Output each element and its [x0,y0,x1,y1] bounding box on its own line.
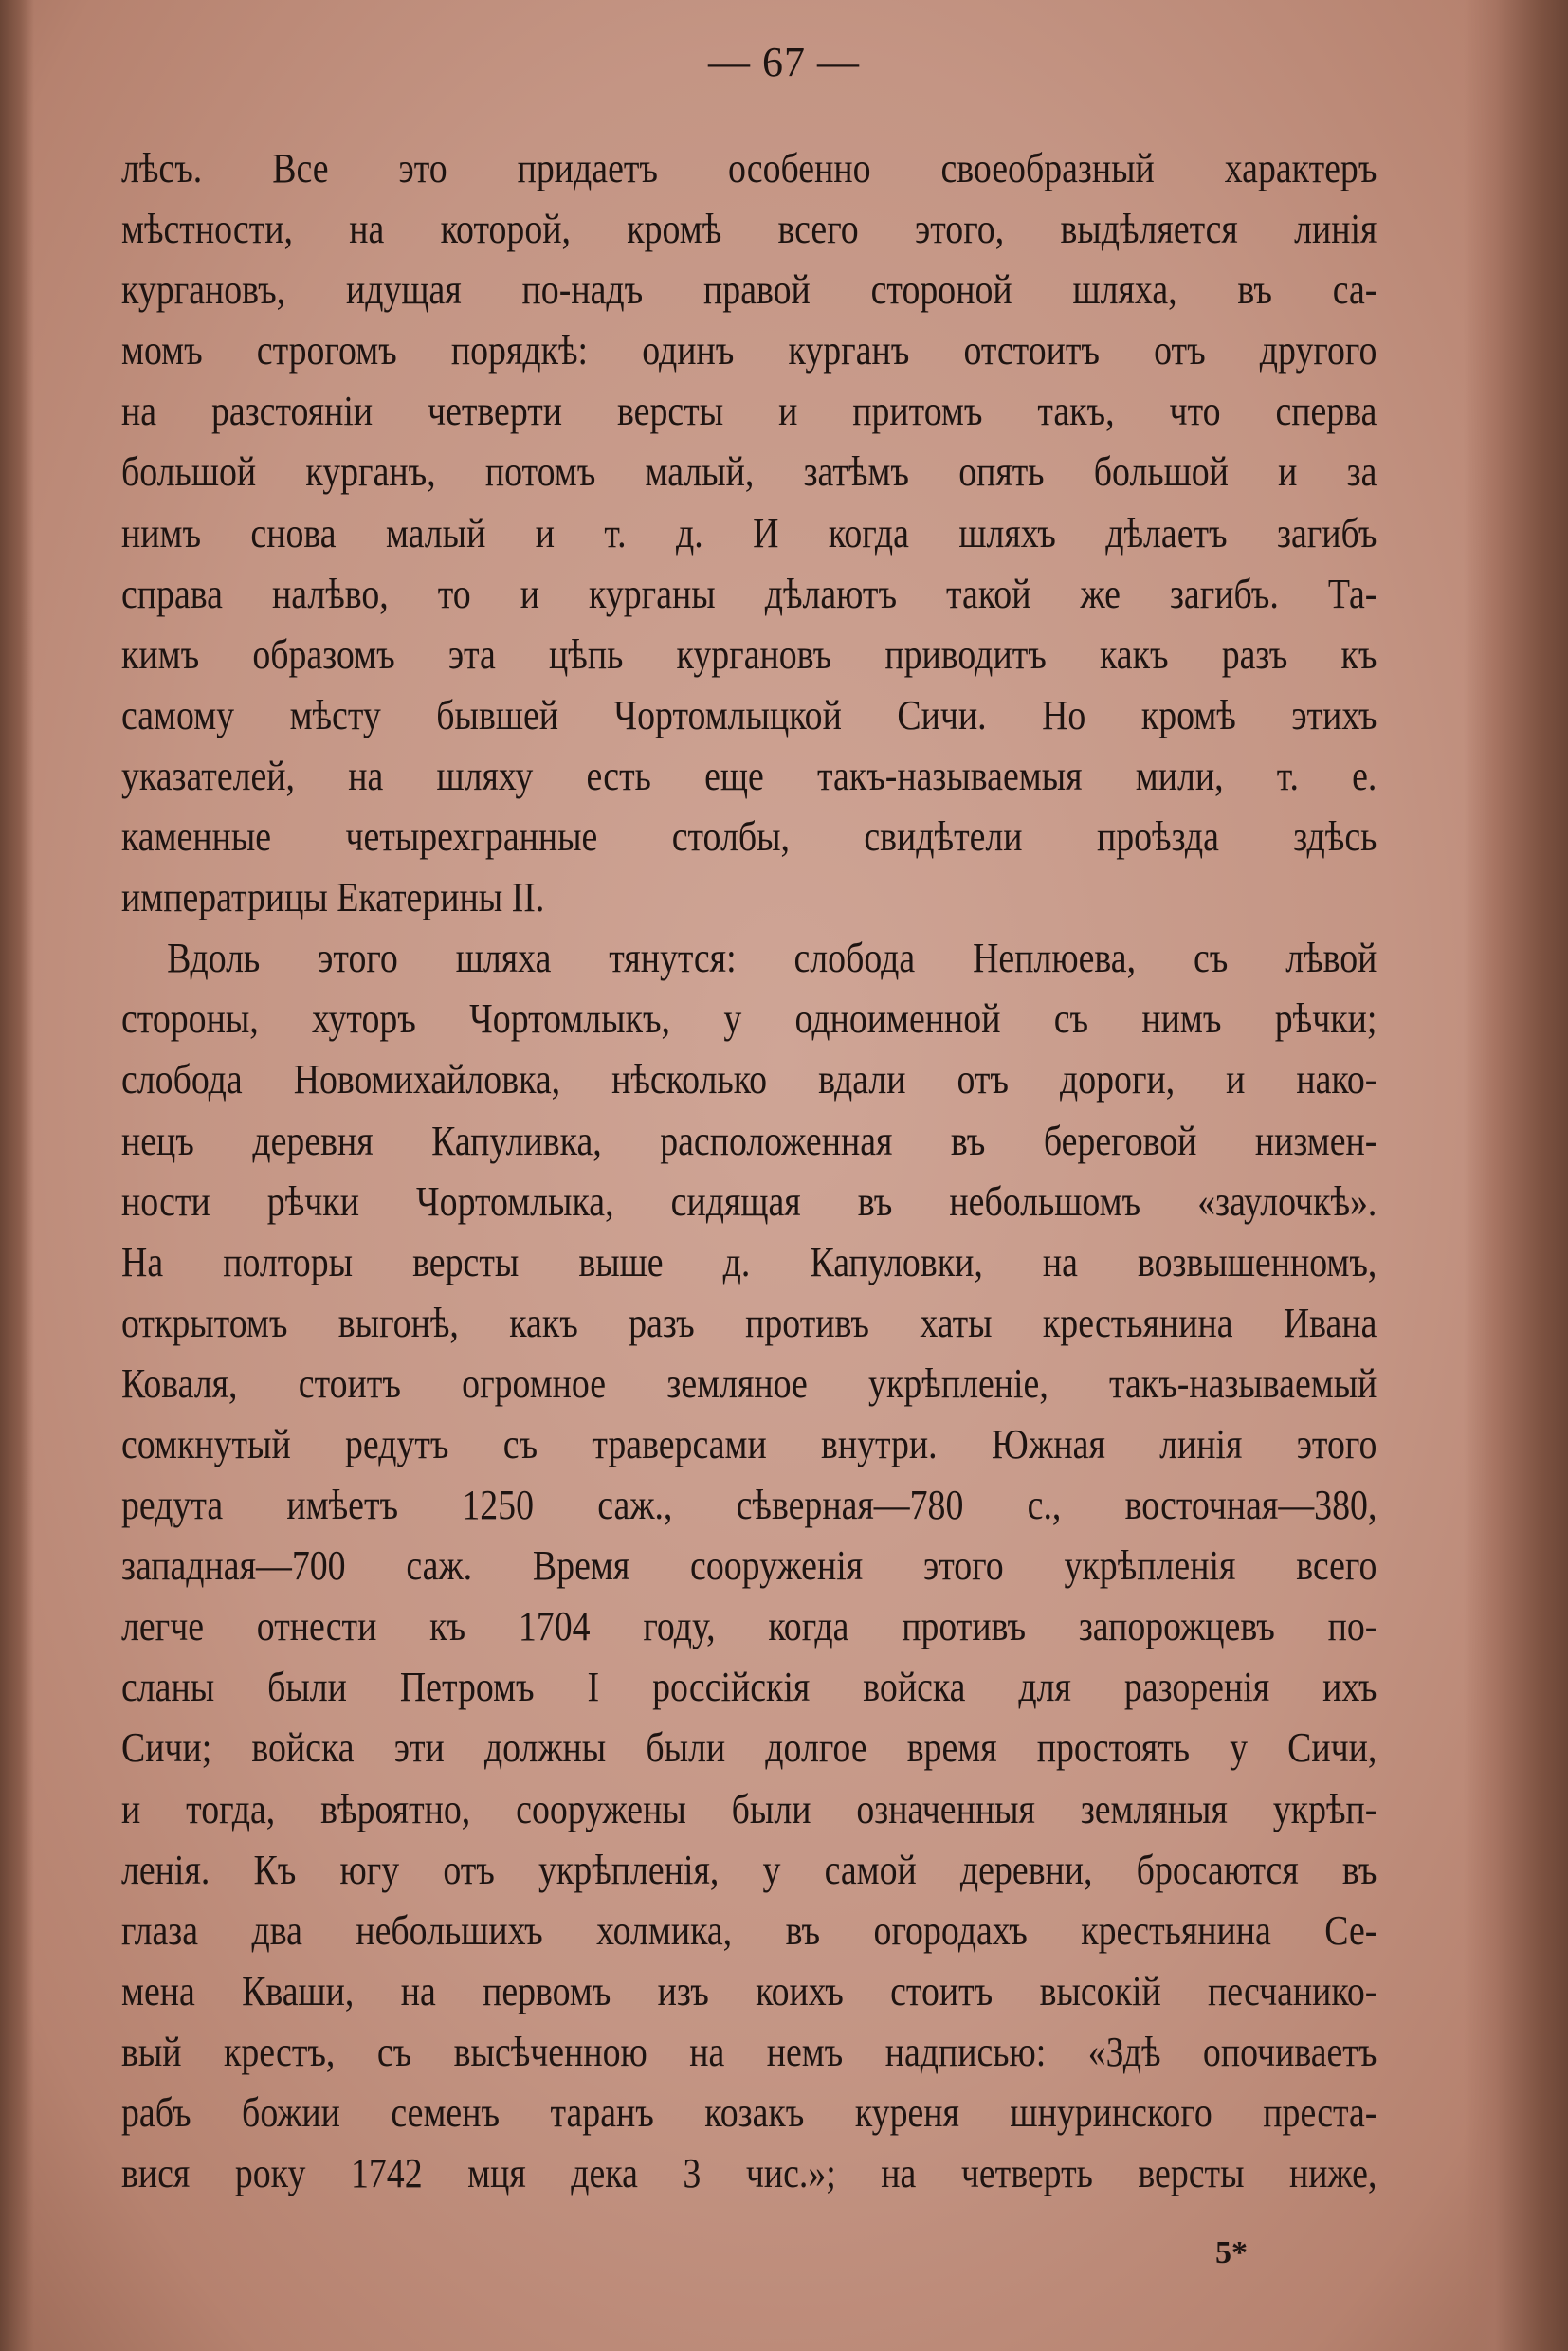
text-line: открытомъ выгонѣ, какъ разъ противъ хаты крестьянина Ивана [121,1299,1377,1346]
text-line: ности рѣчки Чортомлыка, сидящая въ небольшомъ «заулочкѣ». [121,1177,1377,1225]
text-line: ленія. Къ югу отъ укрѣпленія, у самой деревни, бросаются въ [121,1846,1377,1893]
text-line: стороны, хуторъ Чортомлыкъ, у одноименной съ нимъ рѣчки; [121,995,1377,1043]
text-line: мѣстности, на которой, кромѣ всего этого, выдѣляется линія [121,206,1377,253]
page-number: — 67 — [708,39,860,85]
text-line: каменные четырехгранные столбы, свидѣтели проѣзда здѣсь [121,813,1377,861]
text-line: слобода Новомихайловка, нѣсколько вдали отъ дороги, и нако- [121,1056,1377,1103]
text-line: редута имѣетъ 1250 саж., сѣверная—780 с., восточная—380, [121,1482,1377,1529]
text-line: лѣсъ. Все это придаетъ особенно своеобразный характеръ [121,145,1377,191]
body-text [121,138,1377,2204]
text-line: кимъ образомъ эта цѣпь кургановъ приводитъ какъ разъ къ [121,630,1377,678]
text-line: нецъ деревня Капуливка, расположенная въ береговой низмен- [121,1117,1377,1164]
page-left-edge-shadow [0,0,34,2351]
text-line: вый крестъ, съ высѣченною на немъ надписью: «Здѣ опочиваетъ [121,2028,1377,2075]
text-line: кургановъ, идущая по-надъ правой стороной шляха, въ са- [121,266,1377,314]
text-line: западная—700 саж. Время сооруженія этого укрѣпленія всего [121,1542,1377,1590]
text-line: рабъ божии семенъ таранъ козакъ куреня шнуринского преста- [121,2089,1377,2136]
text-line: нимъ снова малый и т. д. И когда шляхъ дѣлаетъ загибъ [121,509,1377,556]
paragraph-start-line: Вдоль этого шляха тянутся: слобода Неплюева, съ лѣвой [167,935,1377,982]
text-line: Сичи; войска эти должны были долгое время простоять у Сичи, [121,1724,1377,1772]
text-line: справа налѣво, то и курганы дѣлаютъ такой же загибъ. Та- [121,570,1377,617]
text-line: Коваля, стоитъ огромное земляное укрѣпленіе, такъ-называемый [121,1359,1377,1407]
text-line: легче отнести къ 1704 году, когда противъ запорожцевъ по- [121,1603,1377,1650]
text-line: момъ строгомъ порядкѣ: одинъ курганъ отстоитъ отъ другого [121,327,1377,374]
signature-mark: 5* [1215,2235,1248,2270]
page-right-edge-shadow [1464,0,1568,2351]
text-line: сомкнутый редутъ съ траверсами внутри. Южная линія этого [121,1420,1377,1467]
text-line: и тогда, вѣроятно, сооружены были означенныя земляныя укрѣп- [121,1785,1377,1832]
text-line: указателей, на шляху есть еще такъ-называемыя мили, т. е. [121,752,1377,799]
text-line: мена Кваши, на первомъ изъ коихъ стоитъ высокій песчанико- [121,1967,1377,2014]
text-line: большой курганъ, потомъ малый, затѣмъ опять большой и за [121,448,1377,496]
text-line: На полторы версты выше д. Капуловки, на возвышенномъ, [121,1238,1377,1285]
text-line: глаза два небольшихъ холмика, въ огородахъ крестьянина Се- [121,1906,1377,1954]
text-line: сланы были Петромъ I россійскія войска для разоренія ихъ [121,1664,1377,1711]
text-line: самому мѣсту бывшей Чортомлыцкой Сичи. Но кромѣ этихъ [121,691,1377,738]
text-line: на разстояніи четверти версты и притомъ такъ, что сперва [121,388,1377,435]
paragraph-end-line: императрицы Екатерины II. [121,874,545,921]
text-line: вися року 1742 мця дека 3 чис.»; на четверть версты ниже, [121,2150,1377,2197]
